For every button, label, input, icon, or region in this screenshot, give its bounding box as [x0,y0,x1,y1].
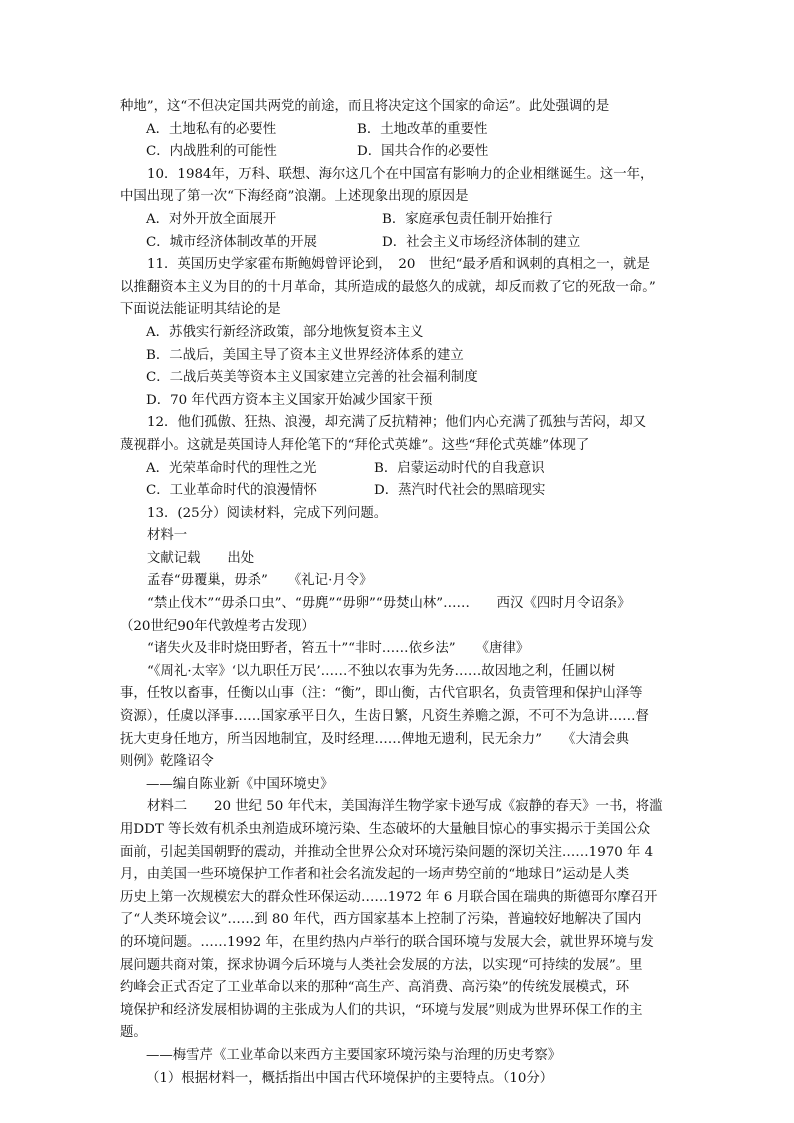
q13-material1-row4-line2: 事，任牧以畜事，任衡以山事（注：“衡”，即山衡，古代官职名，负责管理和保护山泽等 [120,686,643,702]
q12-option-c: C．工业革命时代的浪漫情怀 [146,483,317,499]
q10-option-b: B．家庭承包责任制开始推行 [382,211,553,227]
q9-option-d: D．国共合作的必要性 [357,144,489,160]
q13-material1-row4-line3: 资源），任虞以泽事……国家承平日久，生齿日繁，凡资生养赡之源，不可不为急讲……督 [120,709,649,725]
q13-material2-line11: 题。 [120,1025,147,1041]
q13-material2-line6: 了“人类环境会议”……到 80 年代，西方国家基本上控制了污染，普遍较好地解决了国内 [120,912,642,928]
q12-stem-line1: 12．他们孤傲、狂热、浪漫，却充满了反抗精神；他们内心充满了孤独与苦闷，却又 [147,415,647,431]
q11-option-d: D．70 年代西方资本主义国家开始减少国家干预 [146,392,433,408]
q10-option-a: A．对外开放全面展开 [146,211,277,227]
q10-stem-line2: 中国出现了第一次“下海经商”浪潮。上述现象出现的原因是 [120,189,469,205]
q13-stem: 13．(25分）阅读材料，完成下列问题。 [147,505,388,521]
q13-material1-title: 材料一 [147,528,188,544]
q13-material2-line7: 的环境问题。……1992 年，在里约热内卢举行的联合国环境与发展大会，就世界环境与发 [120,934,654,950]
q13-material2-line5: 历史上第一次规模宏大的群众性环保运动……1972 年 6 月联合国在瑞典的斯德哥尔摩召开 [120,889,658,905]
q12-options-row2 [120,480,680,503]
q13-material1-row3: “诸失火及非时烧田野者，笞五十”“非时……依乡法” 《唐律》 [147,641,530,657]
q9-option-c: C．内战胜利的可能性 [146,144,277,160]
q11-option-a: A．苏俄实行新经济政策，部分地恢复资本主义 [146,324,424,340]
q13-material1-row4-line1: “《周礼·太宰》‘以九职任万民’……不独以农事为先务……故因地之利，任圃以树 [147,663,616,679]
q10-stem-line1: 10．1984年，万科、联想、海尔这几个在中国富有影响力的企业相继诞生。这一年， [147,166,654,182]
q13-material2-line1: 材料二 20 世纪 50 年代末，美国海洋生物学家卡逊写成《寂静的春天》一书，将滥 [147,799,663,815]
q11-option-c: C．二战后英美等资本主义国家建立完善的社会福利制度 [146,370,478,386]
q13-material1-row4-line4: 抚大吏身任地方，所当因地制宜，及时经理……俾地无遗利，民无余力” 《大清会典 [120,731,629,747]
q11-stem-line2: 以推翻资本主义为目的的十月革命，其所造成的最悠久的成就，却反而救了它的死敌一命。” [120,279,656,295]
q13-material1-row2b: （20世纪90年代敦煌考古发现） [120,618,315,634]
q12-options-row1 [120,458,680,481]
q13-material2-line8: 展问题共商对策，探求协调今后环境与人类社会发展的方法，以实现“可持续的发展”。里 [120,957,643,973]
q10-option-d: D．社会主义市场经济体制的建立 [382,234,581,250]
q13-material2-line10: 境保护和经济发展相协调的主张成为人们的共识，“环境与发展”则成为世界环保工作的主 [120,1002,643,1018]
q13-material2-source: ——梅雪芹《工业革命以来西方主要国家环境污染与治理的历史考察》 [146,1047,562,1063]
q9-options-row2 [120,141,680,164]
q13-subquestion1: （1）根据材料一，概括指出中国古代环境保护的主要特点。（10分） [146,1070,554,1086]
q13-material2-line3: 面前，引起美国朝野的震动，并推动全世界公众对环境污染问题的深切关注……1970 年 4 [120,844,654,860]
q13-material2-line4: 月，由美国一些环境保护工作者和社会名流发起的一场声势空前的“地球日”运动是人类 [120,867,630,883]
q12-option-d: D．蒸汽时代社会的黑暗现实 [374,483,546,499]
q11-option-b: B．二战后，美国主导了资本主义世界经济体系的建立 [146,347,464,363]
q13-material1-header: 文献记载 出处 [147,550,255,566]
q9-stem: 种地”，这“不但决定国共两党的前途，而且将决定这个国家的命运”。此处强调的是 [120,99,610,114]
q10-options-row1 [120,209,680,232]
q13-material2-line2: 用DDT 等长效有机杀虫剂造成环境污染、生态破坏的大量触目惊心的事实揭示于美国公众 [120,822,651,837]
q9-option-a: A．土地私有的必要性 [146,121,277,137]
q13-material1-row1: 孟春“毋覆巢，毋杀” 《礼记·月令》 [147,573,373,589]
q10-options-row2 [120,232,680,255]
q12-stem-line2: 蔑视群小。这就是英国诗人拜伦笔下的“拜伦式英雄”。这些“拜伦式英雄”体现了 [120,437,590,453]
q12-option-b: B．启蒙运动时代的自我意识 [374,460,545,476]
q9-option-b: B．土地改革的重要性 [357,121,488,137]
q11-stem-line1: 11．英国历史学家霍布斯鲍姆曾评论到， 20 世纪“最矛盾和讽刺的真相之一，就是 [147,257,650,273]
q13-material1-row2a: “禁止伐木”“毋杀口虫”、“毋麂”“毋卵”“毋焚山林”…… 西汉《四时月令诏条》 [147,596,631,612]
q9-options-row1 [120,119,680,142]
q10-option-c: C．城市经济体制改革的开展 [146,234,317,250]
q13-material1-source: ——编自陈业新《中国环境史》 [146,776,334,792]
q13-material1-row4-line5: 则例》乾隆诏令 [120,754,214,770]
q11-stem-line3: 下面说法能证明其结论的是 [120,302,281,318]
q12-option-a: A．光荣革命时代的理性之光 [146,460,317,476]
q13-material2-line9: 约峰会正式否定了工业革命以来的那种“高生产、高消费、高污染”的传统发展模式，环 [120,980,630,996]
exam-content [120,96,680,1090]
